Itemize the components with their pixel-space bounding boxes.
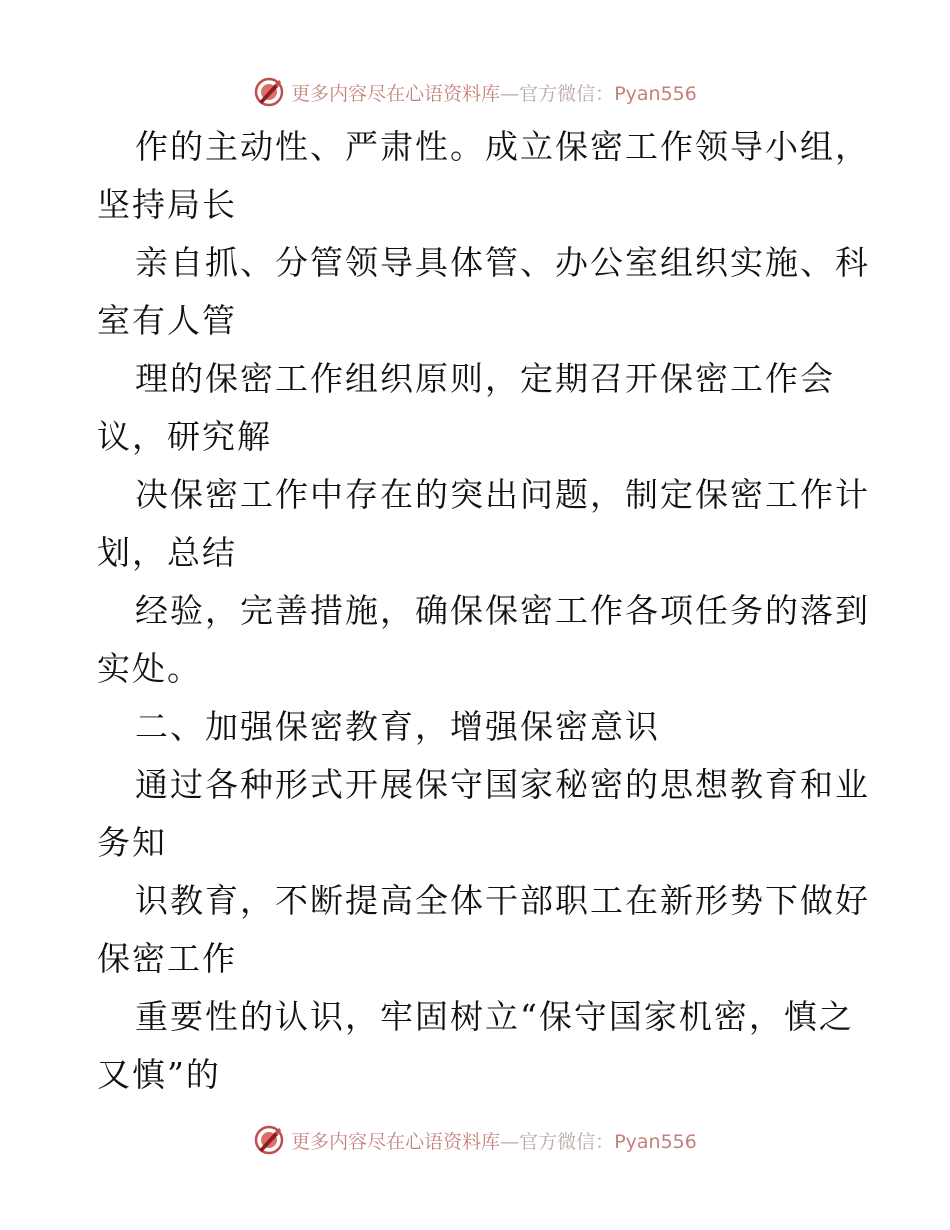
document-body xyxy=(97,118,870,1104)
text-line: 通过各种形式开展保守国家秘密的思想教育和业 xyxy=(135,765,870,804)
text-line: 亲自抓、分管领导具体管、办公室组织实施、科 xyxy=(135,243,870,282)
text-line: 重要性的认识，牢固树立“保守国家机密，慎之 xyxy=(135,997,854,1036)
banner-text xyxy=(291,1127,697,1154)
banner-wechat-label: 官方微信： xyxy=(519,82,615,105)
text-line: 又慎”的 xyxy=(97,1055,221,1094)
banner-dash: — xyxy=(500,82,520,105)
text-line: 保密工作 xyxy=(97,939,237,978)
text-line: 理的保密工作组织原则，定期召开保密工作会 xyxy=(135,359,835,398)
banner-wechat-label: 官方微信： xyxy=(519,1130,615,1153)
pen-circle-logo-icon xyxy=(253,76,285,108)
text-line: 识教育，不断提高全体干部职工在新形势下做好 xyxy=(135,881,870,920)
banner-wechat-id: Pyan556 xyxy=(614,82,697,105)
banner-main-text: 更多内容尽在心语资料库 xyxy=(291,82,501,105)
text-line: 决保密工作中存在的突出问题，制定保密工作计 xyxy=(135,475,870,514)
footer-banner xyxy=(0,1120,950,1160)
pen-circle-logo-icon xyxy=(253,1124,285,1156)
text-line: 实处。 xyxy=(97,649,202,688)
text-line: 作的主动性、严肃性。成立保密工作领导小组， xyxy=(135,127,870,166)
text-line: 务知 xyxy=(97,823,167,862)
text-line: 划，总结 xyxy=(97,533,237,572)
banner-dash: — xyxy=(500,1130,520,1153)
banner-wechat-id: Pyan556 xyxy=(614,1130,697,1153)
text-line: 议，研究解 xyxy=(97,417,272,456)
text-line: 经验，完善措施，确保保密工作各项任务的落到 xyxy=(135,591,870,630)
section-heading: 二、加强保密教育，增强保密意识 xyxy=(135,707,660,746)
banner-text xyxy=(291,79,697,106)
text-line: 室有人管 xyxy=(97,301,237,340)
text-line: 坚持局长 xyxy=(97,185,237,224)
header-banner xyxy=(0,72,950,112)
banner-main-text: 更多内容尽在心语资料库 xyxy=(291,1130,501,1153)
